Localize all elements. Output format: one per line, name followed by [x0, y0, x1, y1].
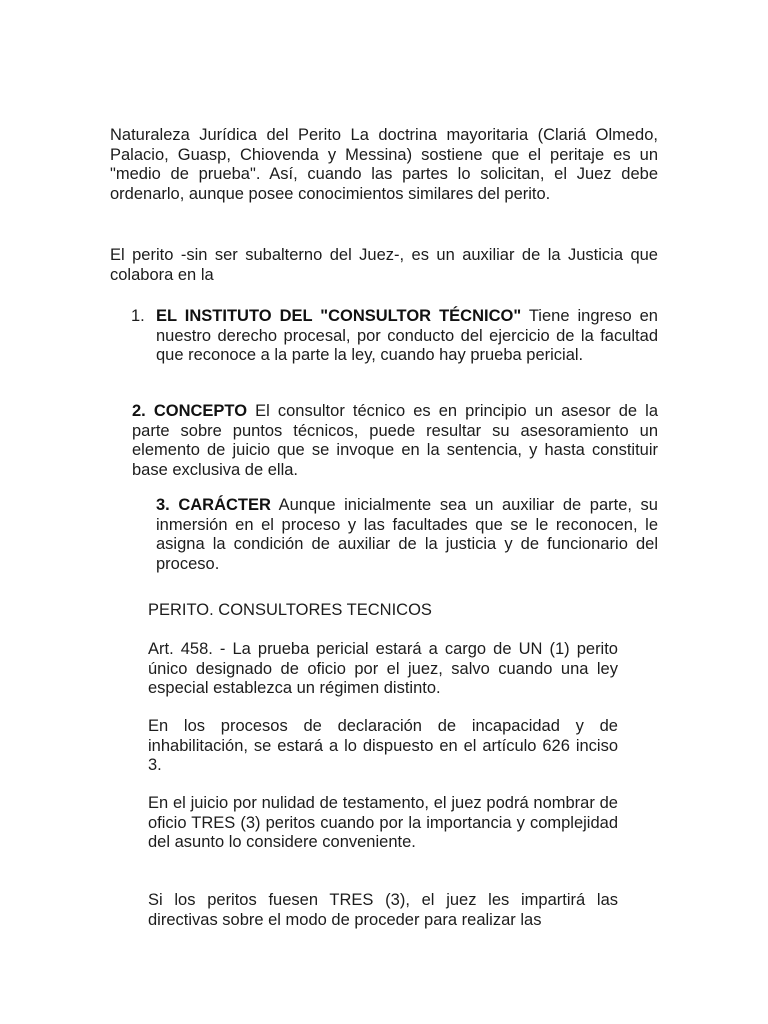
article-paragraph-tres-peritos: Si los peritos fuesen TRES (3), el juez les impartirá las directivas sobre el modo de proceder para realizar las	[148, 891, 618, 929]
paragraph-naturaleza-juridica: Naturaleza Jurídica del Perito La doctrina mayoritaria (Clariá Olmedo, Palacio, Guasp, Chiovenda y Messina) sostiene que el peritaje es un "medio de prueba". Así, cuando las partes lo solicitan, el Juez debe ordenarlo, aunque posee conocimientos similares del perito.	[110, 126, 658, 203]
section-concepto	[132, 402, 658, 480]
section-caracter-text: Aunque inicialmente sea un auxiliar de parte, su inmersión en el proceso y las facultades que se le reconocen, le asigna la condición de auxiliar de la justicia y de funcionario del proceso.	[156, 496, 658, 573]
list-item-title: EL INSTITUTO DEL "CONSULTOR TÉCNICO"	[156, 307, 522, 325]
section-heading: PERITO. CONSULTORES TECNICOS	[148, 601, 432, 619]
list-item-text: Tiene ingreso en nuestro derecho procesal, por conducto del ejercicio de la facultad que reconoce a la parte la ley, cuando hay prueba pericial.	[156, 307, 658, 364]
list-item-number: 1.	[131, 307, 145, 325]
paragraph-perito-auxiliar: El perito -sin ser subalterno del Juez-, es un auxiliar de la Justicia que colabora en la	[110, 246, 658, 284]
section-caracter-title: 3. CARÁCTER	[156, 496, 271, 514]
list-item-body	[156, 307, 658, 366]
article-paragraph-testamento: En el juicio por nulidad de testamento, el juez podrá nombrar de oficio TRES (3) peritos cuando por la importancia y complejidad del asunto lo considere conveniente.	[148, 794, 618, 851]
section-concepto-title: 2. CONCEPTO	[132, 402, 248, 420]
list-item-consultor-tecnico	[131, 307, 658, 366]
article-paragraph-458: Art. 458. - La prueba pericial estará a cargo de UN (1) perito único designado de oficio por el juez, salvo cuando una ley especial establezca un régimen distinto.	[148, 640, 618, 697]
article-paragraph-incapacidad: En los procesos de declaración de incapacidad y de inhabilitación, se estará a lo dispuesto en el artículo 626 inciso 3.	[148, 717, 618, 774]
section-concepto-text: El consultor técnico es en principio un asesor de la parte sobre puntos técnicos, puede resultar su asesoramiento un elemento de juicio que se invoque en la sentencia, y hasta constituir base exclusiva de ella.	[132, 402, 658, 479]
section-caracter	[156, 496, 658, 574]
